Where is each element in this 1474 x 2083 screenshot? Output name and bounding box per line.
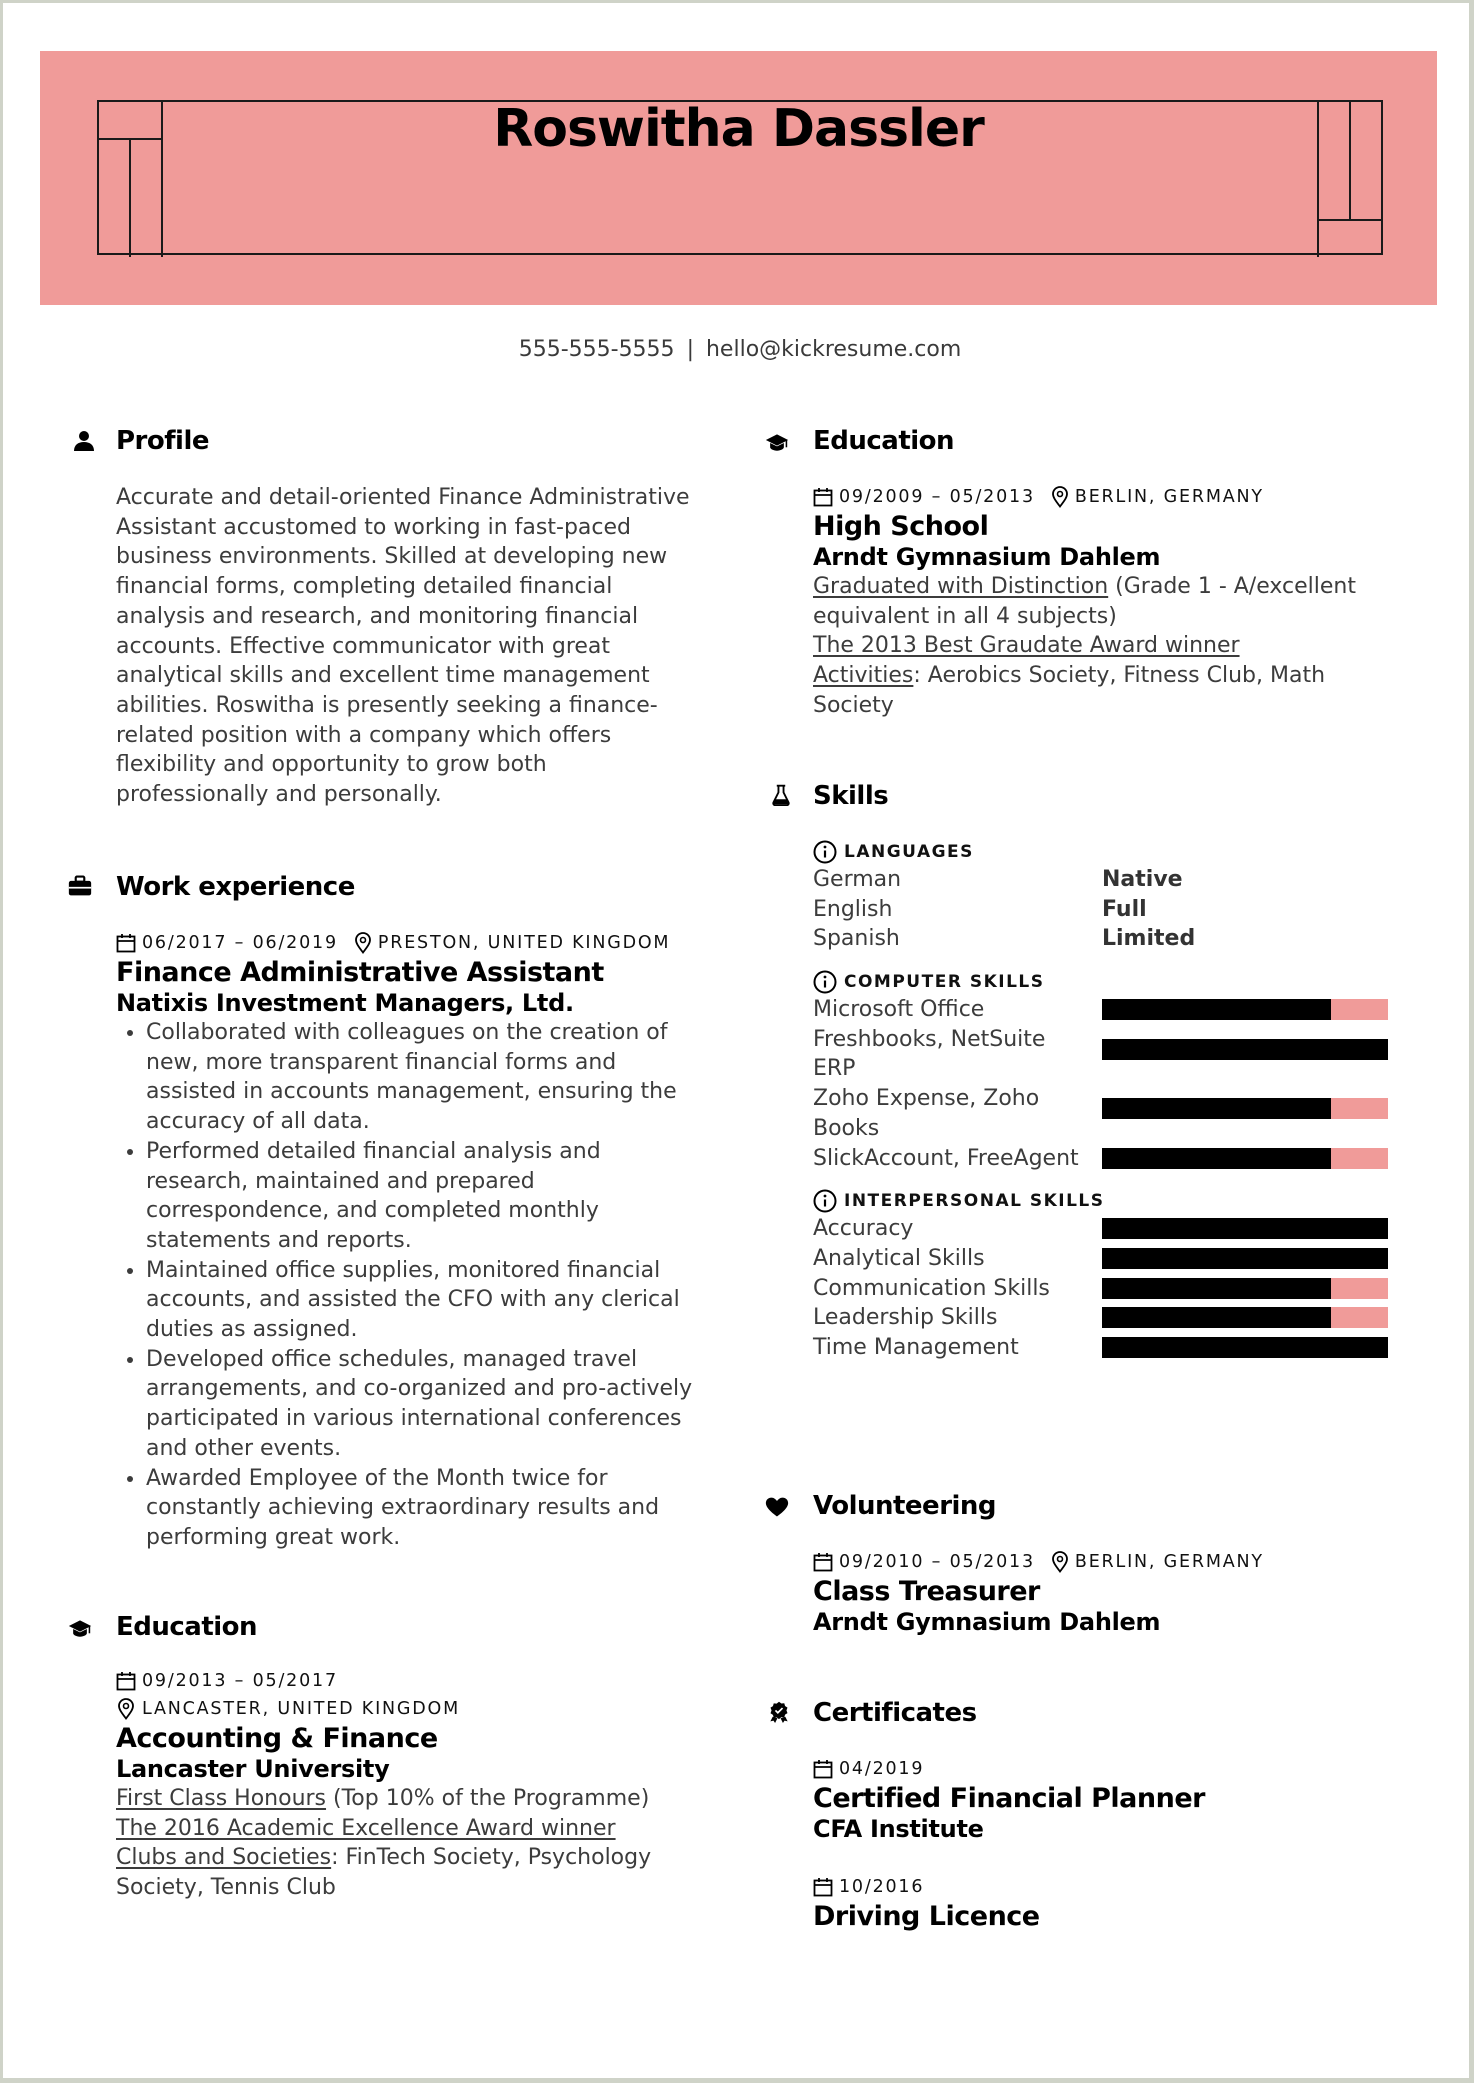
calendar-icon	[813, 1552, 833, 1572]
calendar-icon	[116, 933, 136, 953]
skill-name: Time Management	[813, 1334, 1019, 1360]
profile-line: related position with a company which offers	[116, 722, 612, 748]
section-title-education: Education	[116, 1612, 258, 1642]
profile-summary	[116, 483, 716, 810]
education-details	[813, 572, 1423, 721]
bullet-line: correspondence, and completed monthly	[146, 1198, 599, 1224]
skill-level-bar	[1102, 1278, 1388, 1299]
bullet-line: statements and reports.	[146, 1227, 412, 1253]
computer-skills-heading	[813, 969, 1425, 995]
education-school: Arndt Gymnasium Dahlem	[813, 543, 1161, 571]
skill-name: Analytical Skills	[813, 1245, 985, 1271]
interpersonal-skill-row	[813, 1333, 1425, 1363]
skill-level-fill	[1102, 1148, 1331, 1169]
skill-level-bar	[1102, 1218, 1388, 1239]
contact-separator: |	[686, 337, 694, 362]
bullet-line: arrangements, and co-organized and pro-actively	[146, 1376, 693, 1402]
language-level: Limited	[1102, 926, 1196, 952]
calendar-icon	[813, 1877, 833, 1897]
certificate-name: Certified Financial Planner	[813, 1783, 1205, 1814]
header-band	[40, 51, 1437, 305]
award-icon	[767, 1701, 791, 1723]
languages-title: LANGUAGES	[844, 842, 974, 862]
grad-label: Graduated with Distinction	[813, 574, 1109, 599]
skill-name: Microsoft Office	[813, 997, 985, 1023]
profile-line: Assistant accustomed to working in fast-paced	[116, 514, 631, 540]
education-date: 09/2013 – 05/2017	[142, 1671, 338, 1691]
list-item	[146, 1137, 716, 1256]
graduation-cap-icon	[68, 1618, 92, 1640]
profile-line: business environments. Skilled at developing new	[116, 544, 668, 570]
section-title-profile: Profile	[116, 426, 210, 456]
skill-level-fill	[1102, 1278, 1331, 1299]
volunteering-role: Class Treasurer	[813, 1576, 1040, 1607]
bullet-line: performing great work.	[146, 1524, 401, 1550]
bullet-line: • Developed office schedules, managed travel	[146, 1346, 638, 1372]
certificate-entry	[813, 1873, 1423, 1932]
computer-skill-row	[813, 995, 1425, 1025]
info-icon	[813, 970, 837, 994]
interpersonal-skill-row	[813, 1274, 1425, 1304]
profile-line: accounts. Effective communicator with great	[116, 633, 611, 659]
bullet-line: constantly achieving extraordinary results and	[146, 1495, 660, 1521]
education-meta	[813, 483, 1423, 511]
bullet-line: • Awarded Employee of the Month twice for	[146, 1465, 608, 1491]
clubs-label: Clubs and Societies	[116, 1845, 332, 1871]
skill-name-cont: Books	[813, 1115, 880, 1141]
bullet-line: accuracy of all data.	[146, 1109, 370, 1135]
honours-detail: (Top 10% of the Programme)	[326, 1786, 650, 1811]
activities-detail: : Aerobics Society, Fitness Club, Math	[913, 663, 1326, 689]
skill-level-bar	[1102, 1337, 1388, 1358]
language-name: English	[813, 896, 893, 922]
volunteering-entry	[813, 1548, 1423, 1637]
interpersonal-skills-heading	[813, 1188, 1425, 1214]
computer-skills-title: COMPUTER SKILLS	[844, 972, 1045, 993]
section-title-work: Work experience	[116, 872, 355, 902]
languages-heading	[813, 839, 1425, 865]
location-pin-icon	[1051, 486, 1069, 508]
section-title-volunteering: Volunteering	[813, 1491, 997, 1521]
bullet-line: • Collaborated with colleagues on the creation of	[146, 1020, 668, 1045]
grad-detail: (Grade 1 - A/excellent	[1108, 574, 1356, 599]
volunteering-date: 09/2010 – 05/2013	[839, 1552, 1035, 1572]
location-pin-icon	[354, 932, 372, 954]
bullet-line: duties as assigned.	[146, 1317, 358, 1343]
interpersonal-skills-title: INTERPERSONAL SKILLS	[844, 1191, 1105, 1212]
graduation-cap-icon	[765, 432, 789, 454]
bullet-line: • Maintained office supplies, monitored financial	[146, 1257, 661, 1283]
language-row	[813, 924, 1425, 954]
phone: 555-555-5555	[518, 337, 675, 362]
bullet-line: and other events.	[146, 1435, 342, 1461]
certificate-entry	[813, 1755, 1423, 1844]
certificate-date: 10/2016	[839, 1877, 925, 1897]
skill-level-fill	[1102, 1337, 1388, 1358]
calendar-icon	[813, 1759, 833, 1779]
list-item	[146, 1345, 716, 1464]
education-degree: Accounting & Finance	[116, 1723, 438, 1754]
education-school: Lancaster University	[116, 1755, 390, 1783]
education-location: BERLIN, GERMANY	[1074, 487, 1264, 507]
skill-level-bar	[1102, 1248, 1388, 1269]
bullet-line: accounts, and assisted the CFO with any clerical	[146, 1287, 680, 1313]
candidate-name: Roswitha Dassler	[493, 99, 984, 159]
info-icon	[813, 1189, 837, 1213]
profile-line: analysis and research, and monitoring financial	[116, 603, 639, 629]
education-date-row	[116, 1667, 716, 1695]
work-meta	[116, 929, 716, 957]
profile-line: flexibility and opportunity to grow both	[116, 752, 547, 778]
skill-name: SlickAccount, FreeAgent	[813, 1145, 1079, 1171]
language-level: Full	[1102, 896, 1147, 922]
heart-icon	[765, 1496, 789, 1518]
award: The 2013 Best Graudate Award winner	[813, 633, 1240, 659]
volunteering-location: BERLIN, GERMANY	[1074, 1552, 1264, 1572]
skill-name-cont: ERP	[813, 1056, 856, 1082]
list-item	[146, 1256, 716, 1345]
language-name: Spanish	[813, 926, 900, 952]
certificate-meta	[813, 1755, 1423, 1783]
volunteering-org: Arndt Gymnasium Dahlem	[813, 1608, 1161, 1636]
language-row	[813, 865, 1425, 895]
skill-name: Accuracy	[813, 1216, 914, 1242]
computer-skill-row-cont	[813, 1114, 1425, 1144]
volunteering-meta	[813, 1548, 1423, 1576]
calendar-icon	[813, 487, 833, 507]
work-date: 06/2017 – 06/2019	[142, 933, 338, 953]
work-entry	[116, 929, 716, 1553]
computer-skill-row-cont	[813, 1054, 1425, 1084]
skill-name: Freshbooks, NetSuite	[813, 1026, 1046, 1052]
bullet-line: new, more transparent financial forms and	[146, 1049, 617, 1075]
profile-line: Accurate and detail-oriented Finance Administrative	[116, 485, 690, 510]
education-details	[116, 1784, 716, 1903]
skill-level-fill	[1102, 1248, 1388, 1269]
clubs-detail: : FinTech Society, Psychology	[331, 1845, 652, 1871]
list-item	[146, 1018, 716, 1137]
bullet-line: assisted in accounts management, ensuring the	[146, 1079, 677, 1105]
honours-label: First Class Honours	[116, 1786, 327, 1811]
bullet-line: • Performed detailed financial analysis and	[146, 1138, 601, 1164]
certificate-date: 04/2019	[839, 1759, 925, 1779]
skill-name: Communication Skills	[813, 1275, 1050, 1301]
section-title-skills: Skills	[813, 781, 889, 811]
skill-level-fill	[1102, 999, 1331, 1020]
user-icon	[72, 430, 96, 452]
activities-detail-cont: Society	[813, 692, 894, 718]
skill-level-bar	[1102, 1148, 1388, 1169]
profile-line: analytical skills and excellent time management	[116, 663, 650, 689]
language-name: German	[813, 867, 902, 892]
bullet-line: research, maintained and prepared	[146, 1168, 535, 1194]
award: The 2016 Academic Excellence Award winner	[116, 1815, 616, 1841]
interpersonal-skill-row	[813, 1303, 1425, 1333]
work-bullets	[116, 1018, 716, 1553]
clubs-detail-cont: Society, Tennis Club	[116, 1875, 336, 1901]
skill-name: Leadership Skills	[813, 1305, 998, 1331]
profile-line: abilities. Roswitha is presently seeking a finance-	[116, 692, 658, 718]
skill-level-bar	[1102, 999, 1388, 1020]
education-location: LANCASTER, UNITED KINGDOM	[142, 1699, 461, 1719]
language-row	[813, 895, 1425, 925]
education-date: 09/2009 – 05/2013	[839, 487, 1035, 507]
email: hello@kickresume.com	[705, 337, 962, 362]
briefcase-icon	[68, 875, 92, 897]
interpersonal-skill-row	[813, 1244, 1425, 1274]
flask-icon	[769, 784, 793, 806]
skill-level-bar	[1102, 1307, 1388, 1328]
profile-line: professionally and personally.	[116, 782, 442, 808]
certificate-issuer: CFA Institute	[813, 1815, 984, 1843]
resume-page	[3, 3, 1469, 2078]
location-pin-icon	[116, 1698, 136, 1720]
education-location-row	[116, 1695, 716, 1723]
skill-level-fill	[1102, 1307, 1331, 1328]
section-title-certificates: Certificates	[813, 1698, 977, 1728]
skill-level-fill	[1102, 1218, 1388, 1239]
computer-skill-row	[813, 1084, 1425, 1114]
bullet-line: participated in various international conferences	[146, 1406, 682, 1432]
info-icon	[813, 840, 837, 864]
section-title-education: Education	[813, 426, 955, 456]
language-level: Native	[1102, 867, 1183, 892]
certificate-name: Driving Licence	[813, 1901, 1040, 1932]
certificate-meta	[813, 1873, 1423, 1901]
activities-label: Activities	[813, 663, 914, 689]
skill-name: Zoho Expense, Zoho	[813, 1086, 1040, 1112]
location-pin-icon	[1051, 1551, 1069, 1573]
interpersonal-skill-row	[813, 1214, 1425, 1244]
education-entry	[116, 1667, 716, 1903]
computer-skill-row	[813, 1144, 1425, 1174]
computer-skill-row	[813, 1025, 1425, 1055]
education-degree: High School	[813, 511, 989, 542]
skills-body	[813, 839, 1425, 1363]
calendar-icon	[116, 1671, 136, 1691]
profile-line: financial forms, completing detailed financial	[116, 574, 613, 600]
list-item	[146, 1464, 716, 1553]
grad-detail-cont: equivalent in all 4 subjects)	[813, 603, 1117, 629]
education-entry	[813, 483, 1423, 721]
work-company: Natixis Investment Managers, Ltd.	[116, 989, 574, 1017]
work-location: PRESTON, UNITED KINGDOM	[377, 933, 671, 953]
work-role: Finance Administrative Assistant	[116, 957, 604, 988]
contact-line	[3, 335, 1469, 365]
